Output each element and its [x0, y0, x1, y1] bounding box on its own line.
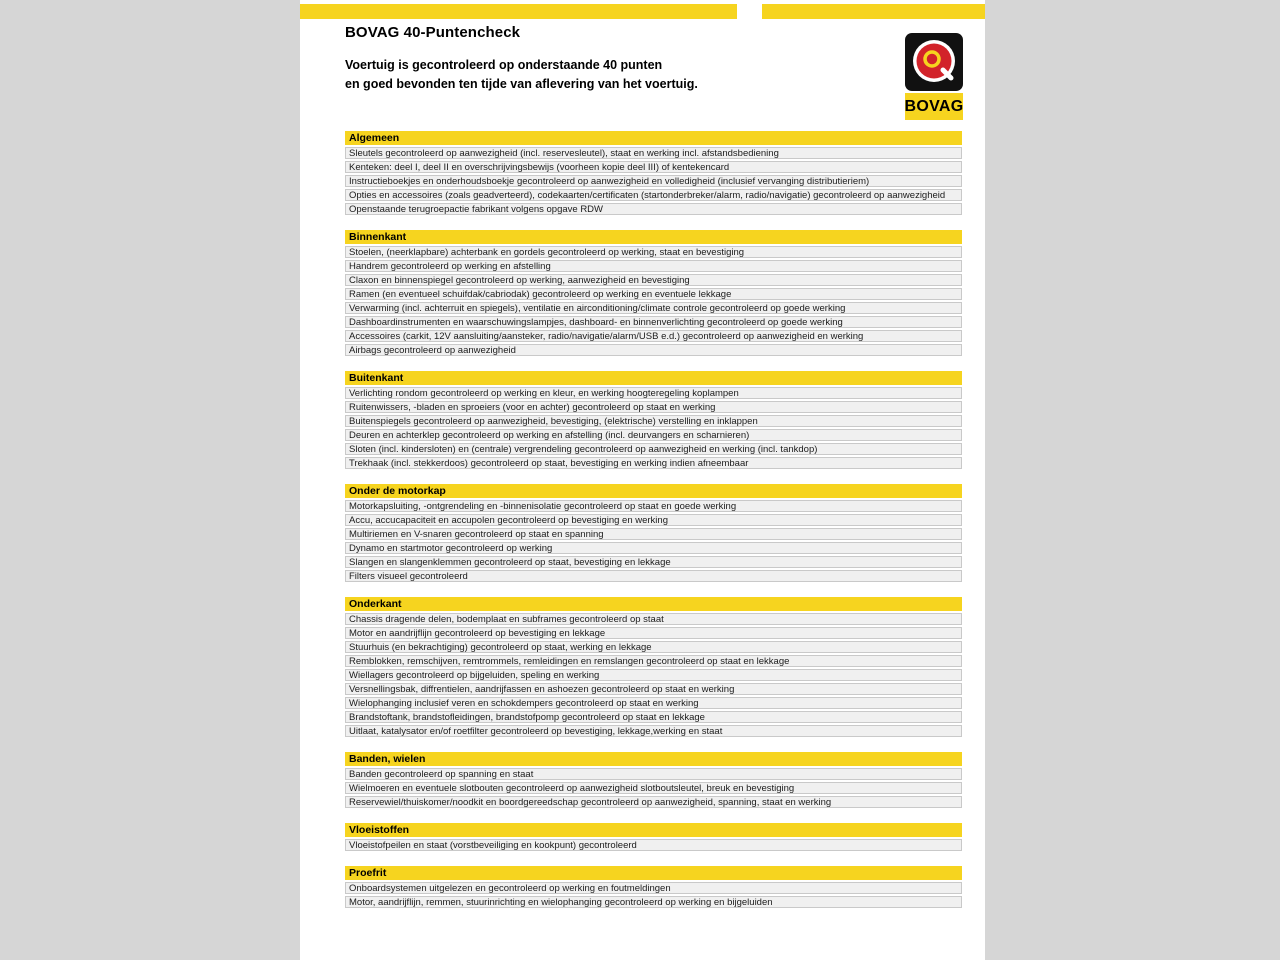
section-algemeen: [345, 131, 962, 215]
checklist-item: Opties en accessoires (zoals geadverteerd), codekaarten/certificaten (startonderbreker/alarm, radio/navigatie) gecontroleerd op aanwezigheid: [345, 189, 962, 201]
section-binnenkant: [345, 230, 962, 356]
checklist-item: Sleutels gecontroleerd op aanwezigheid (incl. reservesleutel), staat en werking incl. afstandsbediening: [345, 147, 962, 159]
checklist-item: Claxon en binnenspiegel gecontroleerd op werking, aanwezigheid en bevestiging: [345, 274, 962, 286]
checklist-item: Stoelen, (neerklapbare) achterbank en gordels gecontroleerd op werking, staat en bevestiging: [345, 246, 962, 258]
checklist-item: Ruitenwissers, -bladen en sproeiers (voor en achter) gecontroleerd op staat en werking: [345, 401, 962, 413]
checklist-item: Banden gecontroleerd op spanning en staat: [345, 768, 962, 780]
section-title: Banden, wielen: [345, 752, 962, 766]
top-strip-right: [762, 4, 985, 19]
checklist-item: Vloeistofpeilen en staat (vorstbeveiliging en kookpunt) gecontroleerd: [345, 839, 962, 851]
subtitle-line-2: en goed bevonden ten tijde van aflevering van het voertuig.: [345, 77, 698, 92]
checklist-item: Dynamo en startmotor gecontroleerd op werking: [345, 542, 962, 554]
checklist-item: Remblokken, remschijven, remtrommels, remleidingen en remslangen gecontroleerd op staat en lekkage: [345, 655, 962, 667]
document-page: [300, 0, 985, 960]
section-banden-wielen: [345, 752, 962, 808]
bovag-target-icon: [905, 33, 963, 91]
checklist-item: Motor en aandrijflijn gecontroleerd op bevestiging en lekkage: [345, 627, 962, 639]
section-title: Onderkant: [345, 597, 962, 611]
checklist-item: Brandstoftank, brandstofleidingen, brandstofpomp gecontroleerd op staat en lekkage: [345, 711, 962, 723]
bovag-logo: [905, 33, 963, 120]
checklist-item: Accu, accucapaciteit en accupolen gecontroleerd op bevestiging en werking: [345, 514, 962, 526]
checklist-item: Buitenspiegels gecontroleerd op aanwezigheid, bevestiging, (elektrische) verstelling en inklappen: [345, 415, 962, 427]
checklist-item: Uitlaat, katalysator en/of roetfilter gecontroleerd op bevestiging, lekkage,werking en staat: [345, 725, 962, 737]
section-onder-de-motorkap: [345, 484, 962, 582]
checklist-item: Handrem gecontroleerd op werking en afstelling: [345, 260, 962, 272]
checklist-item: Filters visueel gecontroleerd: [345, 570, 962, 582]
section-title: Binnenkant: [345, 230, 962, 244]
bovag-logo-text: BOVAG: [905, 93, 963, 120]
checklist-item: Motor, aandrijflijn, remmen, stuurinrichting en wielophanging gecontroleerd op werking en bijgeluiden: [345, 896, 962, 908]
checklist-item: Slangen en slangenklemmen gecontroleerd op staat, bevestiging en lekkage: [345, 556, 962, 568]
top-strip-left: [300, 4, 737, 19]
checklist-item: Wiellagers gecontroleerd op bijgeluiden, speling en werking: [345, 669, 962, 681]
section-title: Vloeistoffen: [345, 823, 962, 837]
checklist-item: Chassis dragende delen, bodemplaat en subframes gecontroleerd op staat: [345, 613, 962, 625]
checklist-item: Reservewiel/thuiskomer/noodkit en boordgereedschap gecontroleerd op aanwezigheid, spanning, staat en werking: [345, 796, 962, 808]
checklist-item: Openstaande terugroepactie fabrikant volgens opgave RDW: [345, 203, 962, 215]
checklist-item: Kenteken: deel I, deel II en overschrijvingsbewijs (voorheen kopie deel III) of kentekencard: [345, 161, 962, 173]
checklist-item: Accessoires (carkit, 12V aansluiting/aansteker, radio/navigatie/alarm/USB e.d.) gecontroleerd op aanwezigheid en werking: [345, 330, 962, 342]
checklist-item: Airbags gecontroleerd op aanwezigheid: [345, 344, 962, 356]
section-proefrit: [345, 866, 962, 908]
page-title: BOVAG 40-Puntencheck: [345, 24, 521, 41]
section-title: Buitenkant: [345, 371, 962, 385]
checklist-item: Dashboardinstrumenten en waarschuwingslampjes, dashboard- en binnenverlichting gecontroleerd op goede werking: [345, 316, 962, 328]
section-vloeistoffen: [345, 823, 962, 851]
section-buitenkant: [345, 371, 962, 469]
checklist-item: Verwarming (incl. achterruit en spiegels), ventilatie en airconditioning/climate controle gecontroleerd op goede werking: [345, 302, 962, 314]
checklist-item: Wielmoeren en eventuele slotbouten gecontroleerd op aanwezigheid slotboutsleutel, breuk en bevestiging: [345, 782, 962, 794]
checklist-item: Onboardsystemen uitgelezen en gecontroleerd op werking en foutmeldingen: [345, 882, 962, 894]
section-title: Onder de motorkap: [345, 484, 962, 498]
section-onderkant: [345, 597, 962, 737]
checklist-item: Stuurhuis (en bekrachtiging) gecontroleerd op staat, werking en lekkage: [345, 641, 962, 653]
subtitle-line-1: Voertuig is gecontroleerd op onderstaande 40 punten: [345, 58, 663, 72]
checklist-item: Sloten (incl. kindersloten) en (centrale) vergrendeling gecontroleerd op aanwezigheid en werking (incl. tankdop): [345, 443, 962, 455]
checklist-item: Verlichting rondom gecontroleerd op werking en kleur, en werking hoogteregeling koplampen: [345, 387, 962, 399]
checklist-item: Trekhaak (incl. stekkerdoos) gecontroleerd op staat, bevestiging en werking indien afneembaar: [345, 457, 962, 469]
checklist-item: Instructieboekjes en onderhoudsboekje gecontroleerd op aanwezigheid en volledigheid (inclusief vervanging distributieriem): [345, 175, 962, 187]
checklist-item: Versnellingsbak, diffrentielen, aandrijfassen en ashoezen gecontroleerd op staat en werking: [345, 683, 962, 695]
checklist-item: Motorkapsluiting, -ontgrendeling en -binnenisolatie gecontroleerd op staat en goede werking: [345, 500, 962, 512]
checklist: [345, 131, 962, 908]
section-title: Algemeen: [345, 131, 962, 145]
checklist-item: Multiriemen en V-snaren gecontroleerd op staat en spanning: [345, 528, 962, 540]
section-title: Proefrit: [345, 866, 962, 880]
checklist-item: Deuren en achterklep gecontroleerd op werking en afstelling (incl. deurvangers en scharnieren): [345, 429, 962, 441]
page-subtitle: [345, 56, 698, 95]
checklist-item: Wielophanging inclusief veren en schokdempers gecontroleerd op staat en werking: [345, 697, 962, 709]
checklist-item: Ramen (en eventueel schuifdak/cabriodak) gecontroleerd op werking en eventuele lekkage: [345, 288, 962, 300]
